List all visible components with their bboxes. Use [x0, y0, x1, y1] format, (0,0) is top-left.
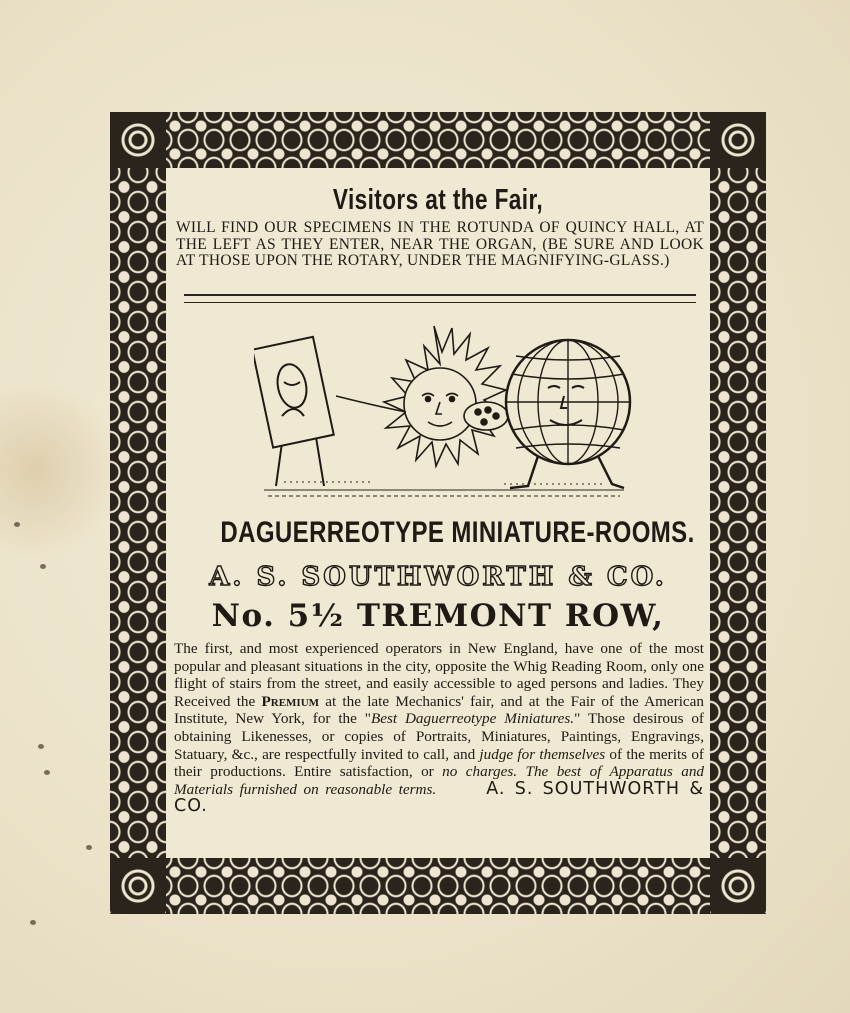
ink-spot: [86, 845, 92, 850]
rooms-heading: DAGUERREOTYPE MINIATURE-ROOMS.: [220, 516, 695, 549]
border-bottom: [110, 858, 766, 914]
premium-word: Premium: [261, 692, 320, 710]
body-text-part: at the late Mechanics' fair, and at the Fair of the American Institute, New York, for the ": [174, 692, 704, 728]
easel-portrait-icon: [254, 337, 334, 486]
judge-phrase: judge for themselves: [479, 745, 606, 763]
advertisement-panel: [166, 168, 710, 858]
paper-stain: [0, 380, 120, 560]
corner-ornament-icon: [110, 112, 166, 168]
ink-spot: [44, 770, 50, 775]
globe-face-icon: [506, 340, 630, 488]
sun-painter-icon: [336, 326, 506, 466]
signature: A. S. SOUTHWORTH & CO.: [174, 778, 704, 817]
award-title: Best Daguerreotype Miniatures.: [370, 710, 575, 728]
palette-icon: [464, 402, 508, 430]
ink-spot: [40, 564, 46, 569]
body-text-part: The first, and most experienced operators in New England, have one of the most popular and pleasant situations in the city, opposite the Whig Reading Room, only one flight of stairs from the street, and easily accessible to aged persons and ladies. They Received the: [174, 640, 704, 710]
ink-spot: [14, 522, 20, 527]
corner-ornament-icon: [710, 112, 766, 168]
street-address: No. 5½ TREMONT ROW,: [211, 598, 665, 634]
corner-ornament-icon: [710, 858, 766, 914]
firm-name: A. S. SOUTHWORTH & CO.: [209, 562, 667, 592]
double-rule-divider: [184, 294, 696, 303]
body-text-part: of the merits of their productions. Entire satisfaction, or: [174, 745, 704, 781]
fair-notice: WILL FIND OUR SPECIMENS IN THE ROTUNDA OF QUINCY HALL, AT THE LEFT AS THEY ENTER, NEAR THE ORGAN, (BE SURE AND LOOK AT THOSE UPON THE ROTARY, UNDER THE MAGNIFYING-GLASS.): [176, 219, 704, 269]
ground-line: [264, 482, 624, 496]
ink-spot: [38, 744, 44, 749]
border-right: [710, 112, 766, 914]
sun-and-globe-illustration: [254, 316, 634, 506]
ink-spot: [30, 920, 36, 925]
ornamental-frame: [110, 112, 766, 914]
body-text-part: " Those desirous of obtaining Likenesses, or copies of Portraits, Miniatures, Paintings, Engravings, Statuary, &c., are respectfully invited to call, and: [174, 710, 704, 763]
border-top: [110, 112, 766, 168]
corner-ornament-icon: [110, 858, 166, 914]
border-left: [110, 112, 166, 914]
terms-phrase: no charges. The best of Apparatus and Materials furnished on reasonable terms.: [174, 763, 705, 798]
advertisement-body: [174, 640, 704, 816]
fair-title: Visitors at the Fair,: [332, 184, 544, 216]
